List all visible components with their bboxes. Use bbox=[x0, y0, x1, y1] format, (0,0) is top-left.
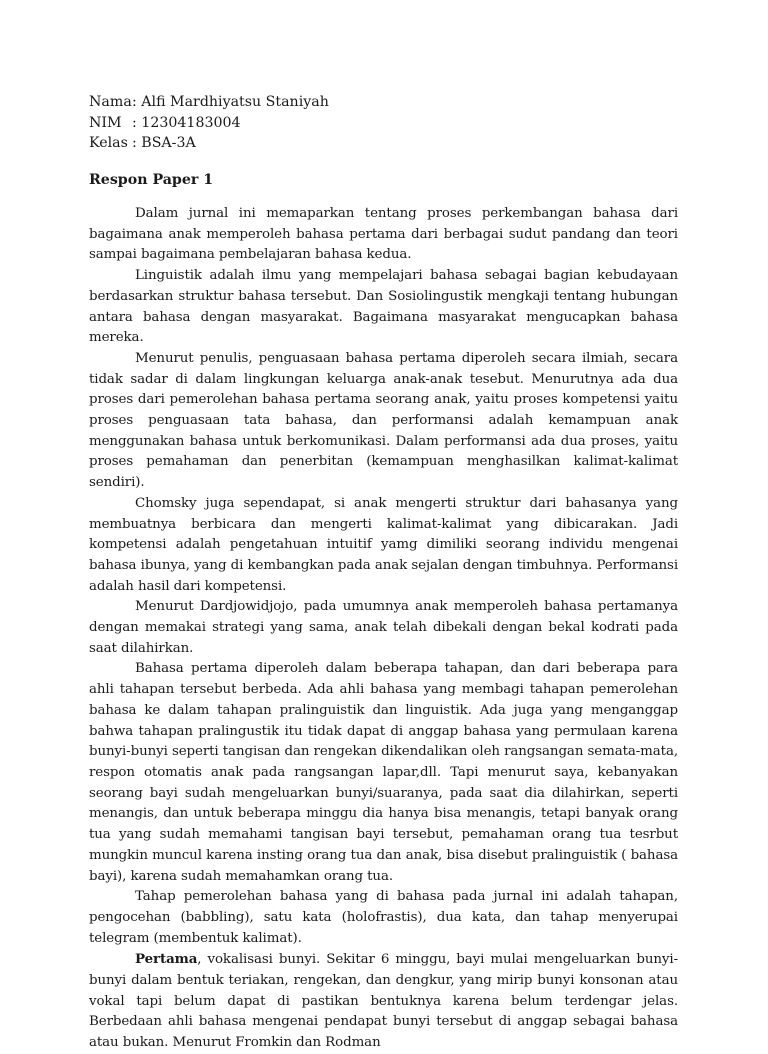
paragraph-text: , vokalisasi bunyi. Sekitar 6 minggu, bayi mulai mengeluarkan bunyi-bunyi dalam bentuk teriakan, rengekan, dan dengkur, yang mirip bunyi konsonan atau vokal tapi belum dapat di pastikan bentuknya karena belum terdengar jelas. Berbedaan ahli bahasa mengenai pendapat bunyi tersebut di anggap sebagai bahasa atau bukan. Menurut Fromkin dan Rodman bbox=[89, 952, 678, 1051]
name-label: Nama bbox=[89, 94, 132, 110]
nim-value: : 12304183004 bbox=[132, 114, 241, 131]
class-value: : BSA-3A bbox=[132, 135, 196, 151]
document-page bbox=[89, 92, 678, 1054]
paragraph: Dalam jurnal ini memaparkan tentang proses perkembangan bahasa dari bagaimana anak memperoleh bahasa pertama dari berbagai sudut pandang dan teori sampai bagaimana pembelajaran bahasa kedua. bbox=[89, 206, 678, 263]
paragraph: Menurut penulis, penguasaan bahasa pertama diperoleh secara ilmiah, secara tidak sadar di dalam lingkungan keluarga anak-anak tesebut. Menurutnya ada dua proses dari pemerolehan bahasa pertama seorang anak, yaitu proses kompetensi yaitu proses penguasaan tata bahasa, dan performansi adalah kemampuan anak menggunakan bahasa untuk berkomunikasi. Dalam performansi ada dua proses, yaitu proses pemahaman dan penerbitan (kemampuan menghasilkan kalimat-kalimat sendiri). bbox=[89, 350, 678, 491]
student-info bbox=[89, 92, 678, 154]
bold-lead-word: Pertama bbox=[135, 951, 198, 968]
nim-label: NIM bbox=[89, 114, 122, 131]
paragraph: Linguistik adalah ilmu yang mempelajari bahasa sebagai bagian kebudayaan berdasarkan struktur bahasa tersebut. Dan Sosiolingustik mengkaji tentang hubungan antara bahasa dengan masyarakat. Bagaimana masyarakat mengucapkan bahasa mereka. bbox=[89, 268, 678, 346]
paragraph: Tahap pemerolehan bahasa yang di bahasa pada jurnal ini adalah tahapan, pengocehan (babbling), satu kata (holofrastis), dua kata, dan tahap menyerupai telegram (membentuk kalimat). bbox=[89, 889, 678, 946]
paragraph: Menurut Dardjowidjojo, pada umumnya anak memperoleh bahasa pertamanya dengan memakai strategi yang sama, anak telah dibekali dengan bekal kodrati pada saat dilahirkan. bbox=[89, 599, 678, 656]
document-title: Respon Paper 1 bbox=[89, 171, 214, 188]
paragraph: Chomsky juga sependapat, si anak mengerti struktur dari bahasanya yang membuatnya berbicara dan mengerti kalimat-kalimat yang dibicarakan. Jadi kompetensi adalah pengetahuan intuitif yamg dimiliki seorang individu mengenai bahasa ibunya, yang di kembangkan pada anak sejalan dengan timbuhnya. Performansi adalah hasil dari kompetensi. bbox=[89, 495, 678, 594]
class-label: Kelas bbox=[89, 135, 128, 151]
nim-row bbox=[89, 113, 678, 134]
paragraph-last bbox=[89, 949, 678, 1054]
name-value: : Alfi Mardhiyatsu Staniyah bbox=[132, 94, 329, 110]
paragraph: Bahasa pertama diperoleh dalam beberapa tahapan, dan dari beberapa para ahli tahapan tersebut berbeda. Ada ahli bahasa yang membagi tahapan pemerolehan bahasa ke dalam tahapan pralinguistik dan linguistik. Ada juga yang menganggap bahwa tahapan pralingustik itu tidak dapat di anggap bahasa yang permulaan karena bunyi-bunyi seperti tangisan dan rengekan dikendalikan oleh rangsangan semata-mata, respon otomatis anak pada rangsangan lapar,dll. Tapi menurut saya, kebanyakan seorang bayi sudah mengeluarkan bunyi/suaranya, pada saat dia dilahirkan, seperti menangis, dan untuk beberapa minggu dia hanya bisa menangis, tetapi banyak orang tua yang sudah memahami tangisan bayi tersebut, pemahaman orang tua tesrbut mungkin muncul karena insting orang tua dan anak, bisa disebut pralinguistik ( bahasa bayi), karena sudah memahamkan orang tua. bbox=[89, 661, 678, 884]
document-body bbox=[89, 204, 678, 1054]
name-row bbox=[89, 92, 678, 113]
class-row bbox=[89, 133, 678, 154]
